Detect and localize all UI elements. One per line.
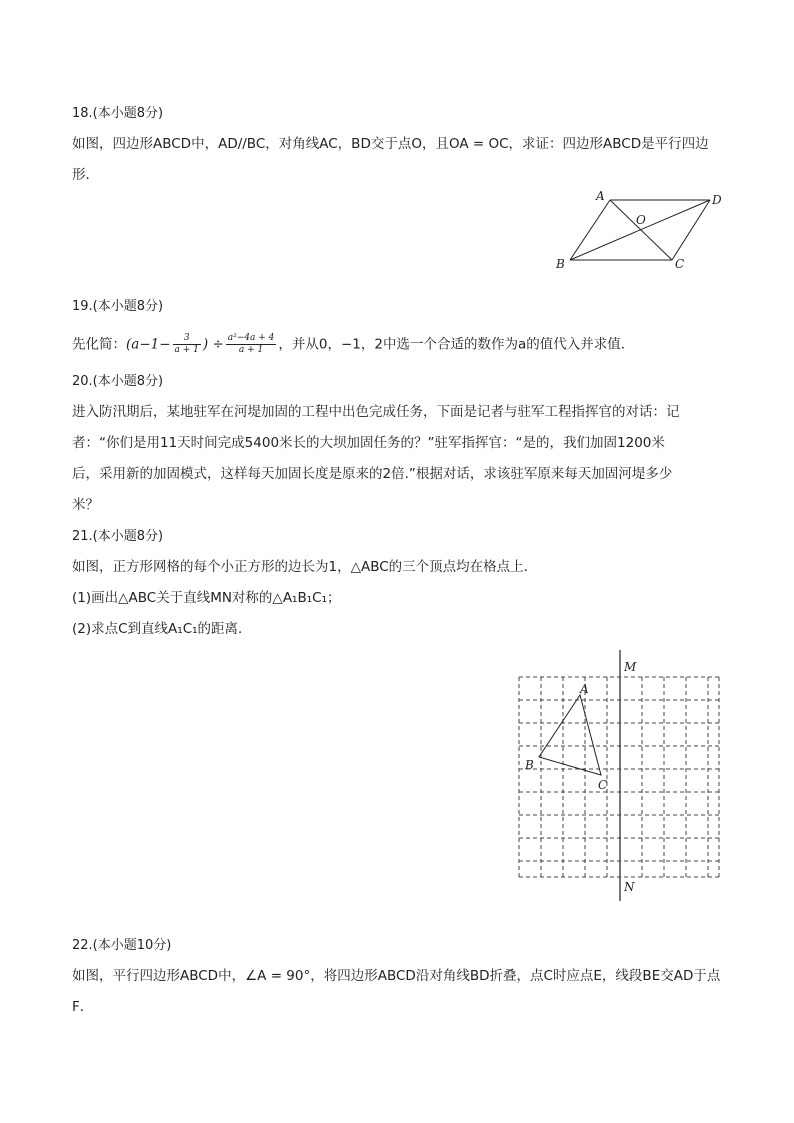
q21-text-line1: 如图，正方形网格的每个小正方形的边长为1，△ABC的三个顶点均在格点上．: [72, 559, 538, 575]
q18-text-line2: 形．: [72, 167, 99, 183]
q20-text-line4: 米？: [72, 497, 99, 513]
q19-fraction-1: [173, 333, 201, 356]
q22-text-line1: 如图，平行四边形ABCD中，∠A = 90°，将四边形ABCD沿对角线BD折叠，点C时应点E，线段BE交AD于点: [72, 968, 721, 984]
q21-label-M: M: [624, 660, 637, 674]
q19-fraction-2: [226, 333, 277, 356]
q19-frac2-denominator: a + 1: [238, 345, 264, 355]
q18-label-D: D: [712, 193, 722, 207]
q18-label-C: C: [675, 257, 685, 271]
q20-text-line1: 进入防汛期后，某地驻军在河堤加固的工程中出色完成任务，下面是记者与驻军工程指挥官的对话：记: [72, 404, 680, 420]
q19-expression: [72, 333, 634, 356]
q21-label-C: C: [598, 778, 608, 792]
q21-triangle-ABC: [539, 695, 601, 775]
q22-text-line2: F．: [72, 999, 94, 1015]
q21-label-N: N: [624, 880, 635, 894]
q18-label-B: B: [556, 257, 565, 271]
q21-dashed-grid: [519, 677, 719, 877]
q19-suffix: ，并从0，−1，2中选一个合适的数作为a的值代入并求值．: [278, 336, 635, 353]
q18-text-line1: 如图，四边形ABCD中，AD//BC，对角线AC，BD交于点O，且OA = OC，求证：四边形ABCD是平行四边: [72, 136, 709, 152]
q21-heading: 21.(本小题8分): [72, 529, 164, 544]
q21-text-line3: (2)求点C到直线A₁C₁的距离．: [72, 621, 252, 637]
q18-heading: 18.(本小题8分): [72, 106, 164, 121]
q20-text-line2: 者：“你们是用11天时间完成5400米长的大坝加固任务的？”驻军指挥官：“是的，我们加固1200米: [72, 435, 665, 451]
q20-heading: 20.(本小题8分): [72, 374, 164, 389]
q21-text-line2: (1)画出△ABC关于直线MN对称的△A₁B₁C₁；: [72, 590, 341, 606]
q22-heading: 22.(本小题10分): [72, 938, 172, 953]
q21-label-A: A: [580, 682, 589, 696]
q18-label-A: A: [596, 189, 605, 203]
q18-label-O: O: [636, 213, 646, 227]
q18-parallelogram-figure: [550, 186, 730, 272]
q21-grid-figure: [510, 645, 730, 905]
q19-heading: 19.(本小题8分): [72, 299, 164, 314]
q19-expr-mid: ) ÷: [202, 336, 224, 353]
q19-prefix: 先化简：: [72, 336, 126, 353]
q20-text-line3: 后，采用新的加固模式，这样每天加固长度是原来的2倍.”根据对话，求该驻军原来每天加固河堤多少: [72, 466, 673, 482]
q19-frac2-numerator: a²−4a + 4: [227, 333, 275, 343]
q19-frac1-numerator: 3: [173, 333, 201, 345]
q18-edge-DC: [672, 200, 710, 260]
q19-expr-left: (a−1−: [126, 336, 171, 353]
q18-diagonal-BD: [570, 200, 710, 260]
q19-frac1-denominator: a + 1: [174, 345, 199, 355]
q21-label-B: B: [525, 758, 534, 772]
